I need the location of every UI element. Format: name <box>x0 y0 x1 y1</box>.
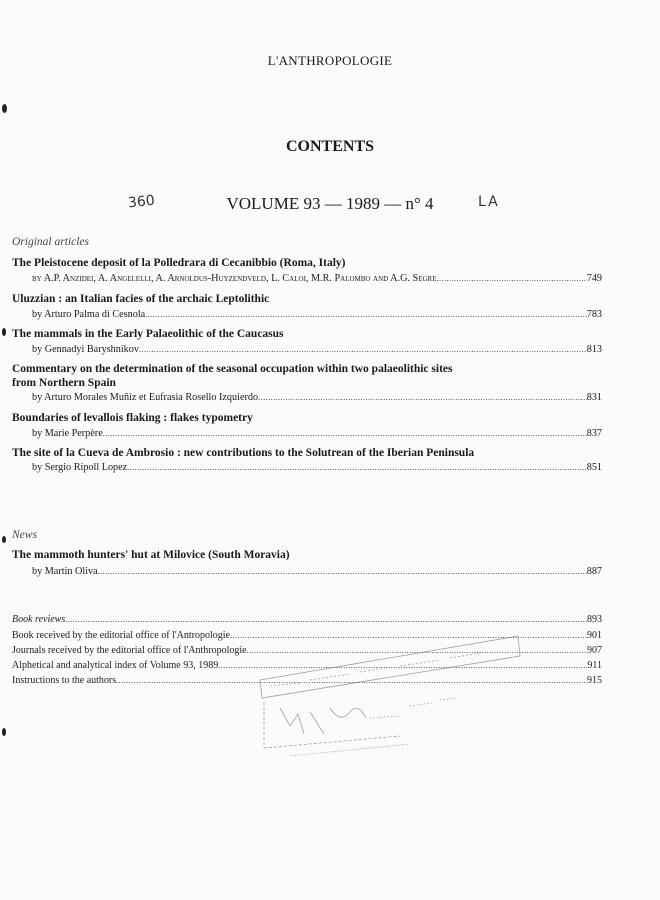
article-byline <box>32 462 602 473</box>
article-page: 837 <box>586 428 602 439</box>
misc-entry-book-reviews <box>12 614 602 625</box>
article-title: The mammals in the Early Palaeolithic of the Caucasus <box>12 328 284 340</box>
misc-entry-page: 893 <box>587 614 602 625</box>
article-title: Boundaries of levallois flaking : flakes typometry <box>12 412 253 424</box>
misc-entry-page: 907 <box>587 645 602 656</box>
dot-leader <box>436 274 586 283</box>
dot-leader <box>98 567 587 576</box>
article-authors: by Arturo Palma di Cesnola <box>32 309 146 320</box>
article-byline <box>32 309 602 320</box>
misc-entry-label: Instructions to the authors <box>12 675 117 686</box>
article-byline <box>32 344 602 355</box>
news-authors: by Martin Oliva <box>32 566 98 577</box>
misc-entry-page: 901 <box>587 630 602 641</box>
section-label-original-articles: Original articles <box>12 236 89 248</box>
misc-entry-page: 915 <box>587 675 602 686</box>
journal-name: L'ANTHROPOLOGIE <box>267 53 393 68</box>
article-page: 831 <box>586 392 602 403</box>
misc-entry-label: Book reviews <box>12 614 66 625</box>
library-stamp <box>250 628 530 763</box>
article-byline <box>32 273 602 284</box>
article-page: 851 <box>586 462 602 473</box>
article-authors: by Sergio Ripoll Lopez <box>32 462 128 473</box>
article-title: The site of la Cueva de Ambrosio : new contributions to the Solutrean of the Iberian Peninsula <box>12 447 475 459</box>
scan-mark <box>2 104 7 113</box>
article-byline <box>32 392 602 403</box>
scan-mark <box>2 536 6 543</box>
article-title-continued: from Northern Spain <box>12 377 116 389</box>
dot-leader <box>145 310 587 319</box>
handwritten-annotation-right: LA <box>478 194 500 210</box>
misc-entry-label: Alphetical and analytical index of Volume 93, 1989 <box>12 660 219 671</box>
handwritten-annotation-left: 360 <box>127 192 156 212</box>
misc-entry-label: Book received by the editorial office of l'Antropologie <box>12 630 230 641</box>
scan-mark <box>2 328 6 336</box>
scan-mark <box>2 728 6 736</box>
article-authors: by Marie Perpère <box>32 428 103 439</box>
dot-leader <box>65 615 587 624</box>
article-page: 749 <box>586 273 602 284</box>
dot-leader <box>127 463 587 472</box>
article-authors: by Gennadyi Baryshnikov <box>32 344 139 355</box>
news-byline <box>32 566 602 577</box>
article-authors: by A.P. Anzidei, A. Angelelli, A. Arnoldus-Huyzendveld, L. Caloi, M.R. Palombo and A.G. Segre <box>32 273 437 284</box>
news-title: The mammoth hunters' hut at Milovice (South Moravia) <box>12 549 290 561</box>
article-page: 813 <box>586 344 602 355</box>
misc-entry-label: Journals received by the editorial office of l'Anthropologie <box>12 645 247 656</box>
dot-leader <box>258 393 587 402</box>
article-byline <box>32 428 602 439</box>
article-title: Uluzzian : an Italian facies of the archaic Leptolithic <box>12 293 270 305</box>
news-page: 887 <box>586 566 602 577</box>
article-authors: by Arturo Morales Muñiz et Eufrasia Rosello Izquierdo <box>32 392 259 403</box>
dot-leader <box>139 345 587 354</box>
article-title: Commentary on the determination of the seasonal occupation within two palaeolithic sites <box>12 363 453 375</box>
section-label-news: News <box>12 529 37 541</box>
volume-heading: VOLUME 93 — 1989 — n° 4 <box>226 194 434 213</box>
page-title: CONTENTS <box>285 138 375 155</box>
article-title: The Pleistocene deposit of la Polledrara di Cecanibbio (Roma, Italy) <box>12 257 346 269</box>
misc-entry-page: 911 <box>587 660 602 671</box>
dot-leader <box>103 429 587 438</box>
article-page: 783 <box>586 309 602 320</box>
